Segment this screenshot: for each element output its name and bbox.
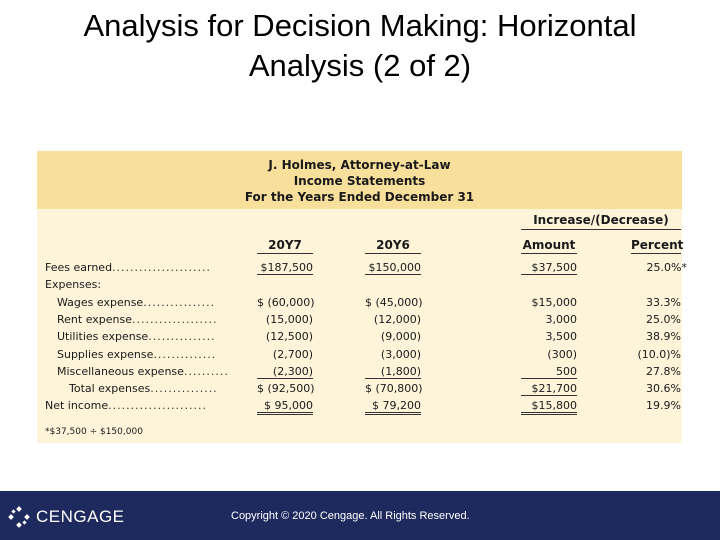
statement-row bbox=[37, 313, 682, 330]
row-leader-dots: ................... bbox=[132, 312, 218, 326]
row-leader-dots: ............... bbox=[150, 382, 218, 396]
row-label bbox=[57, 348, 247, 361]
cell-20y6: (9,000) bbox=[380, 330, 421, 344]
row-label bbox=[57, 313, 247, 326]
column-header-amount: Amount bbox=[522, 238, 576, 252]
cell-amount: 500 bbox=[521, 365, 577, 379]
row-leader-dots: .............. bbox=[153, 347, 217, 361]
cell-20y6: (1,800) bbox=[365, 365, 421, 379]
row-leader-dots: .......... bbox=[183, 364, 229, 378]
row-label bbox=[57, 365, 247, 378]
cell-percent: 19.9% bbox=[646, 399, 681, 413]
statement-row bbox=[37, 330, 682, 347]
company-name: J. Holmes, Attorney-at-Law bbox=[268, 158, 451, 172]
statement-row bbox=[37, 348, 682, 365]
footer-bar bbox=[0, 491, 720, 540]
slide-title-line-1: Analysis for Decision Making: Horizontal bbox=[83, 8, 637, 43]
footnote: *$37,500 ÷ $150,000 bbox=[45, 427, 143, 437]
row-label-text: Net income bbox=[45, 399, 109, 413]
row-label-text: Expenses: bbox=[45, 278, 102, 292]
row-label bbox=[57, 330, 247, 343]
cell-20y7: $ (92,500) bbox=[257, 382, 315, 396]
cell-amount: $21,700 bbox=[521, 382, 577, 396]
cell-amount: $37,500 bbox=[521, 261, 577, 275]
statement-row bbox=[37, 278, 682, 295]
statement-row bbox=[37, 365, 682, 382]
cell-20y7: $ (60,000) bbox=[257, 295, 315, 309]
cell-percent: 30.6% bbox=[646, 382, 681, 396]
statement-period: For the Years Ended December 31 bbox=[244, 190, 475, 204]
row-label bbox=[57, 296, 247, 309]
cell-20y6: (12,000) bbox=[373, 312, 421, 326]
cell-percent: 33.3% bbox=[646, 295, 681, 309]
row-label-text: Utilities expense bbox=[57, 330, 149, 344]
row-leader-dots: ................ bbox=[143, 295, 216, 309]
cengage-wordmark: CENGAGE bbox=[36, 507, 125, 526]
cell-percent: 25.0% bbox=[646, 312, 681, 326]
cell-percent: 25.0%* bbox=[646, 261, 687, 274]
cell-20y6: (3,000) bbox=[380, 347, 421, 361]
cell-20y7: (12,500) bbox=[265, 330, 313, 344]
column-header-20y7: 20Y7 bbox=[257, 238, 313, 254]
row-label bbox=[45, 399, 247, 412]
column-header-20y6: 20Y6 bbox=[365, 238, 421, 254]
slide-title-line-2: Analysis (2 of 2) bbox=[248, 48, 472, 83]
row-leader-dots: ...................... bbox=[108, 399, 208, 413]
statement-header bbox=[37, 151, 682, 209]
cell-20y6: $ 79,200 bbox=[365, 399, 421, 415]
cell-amount: (300) bbox=[547, 347, 577, 361]
slide-title bbox=[20, 6, 700, 86]
row-label-text: Total expenses bbox=[69, 382, 151, 396]
cell-percent: (10.0)% bbox=[637, 347, 681, 361]
row-label bbox=[45, 261, 247, 274]
cell-amount: 3,000 bbox=[545, 312, 577, 326]
cengage-logo bbox=[8, 506, 125, 528]
cell-20y7: (2,300) bbox=[257, 365, 313, 379]
row-label bbox=[69, 382, 247, 395]
cell-amount: $15,000 bbox=[531, 295, 577, 309]
cell-amount: $15,800 bbox=[521, 399, 577, 415]
copyright-notice: Copyright © 2020 Cengage. All Rights Reserved. bbox=[231, 510, 470, 522]
statement-row bbox=[37, 382, 682, 399]
income-statement-table bbox=[37, 151, 687, 443]
column-header-percent: Percent bbox=[631, 238, 684, 252]
row-leader-dots: ............... bbox=[148, 330, 216, 344]
cell-20y6: $150,000 bbox=[365, 261, 421, 275]
row-label-text: Fees earned bbox=[45, 261, 113, 274]
statement-row bbox=[37, 399, 682, 416]
row-label bbox=[45, 278, 247, 291]
cell-20y7: $ 95,000 bbox=[257, 399, 313, 415]
cell-20y7: (15,000) bbox=[265, 312, 313, 326]
row-label-text: Rent expense bbox=[57, 312, 133, 326]
cell-20y7: $187,500 bbox=[257, 261, 313, 275]
cell-20y6: $ (45,000) bbox=[365, 295, 423, 309]
increase-decrease-header: Increase/(Decrease) bbox=[521, 213, 681, 230]
cell-20y7: (2,700) bbox=[272, 347, 313, 361]
cell-amount: 3,500 bbox=[545, 330, 577, 344]
row-label-text: Supplies expense bbox=[57, 347, 154, 361]
cell-20y6: $ (70,800) bbox=[365, 382, 423, 396]
statement-row bbox=[37, 261, 687, 278]
statement-name: Income Statements bbox=[293, 174, 426, 188]
row-label-text: Miscellaneous expense bbox=[57, 364, 184, 378]
cell-percent: 38.9% bbox=[646, 330, 681, 344]
row-leader-dots: ...................... bbox=[112, 261, 211, 274]
row-label-text: Wages expense bbox=[57, 295, 144, 309]
statement-row bbox=[37, 296, 682, 313]
cengage-logo-icon bbox=[8, 506, 30, 528]
cell-percent: 27.8% bbox=[646, 364, 681, 378]
